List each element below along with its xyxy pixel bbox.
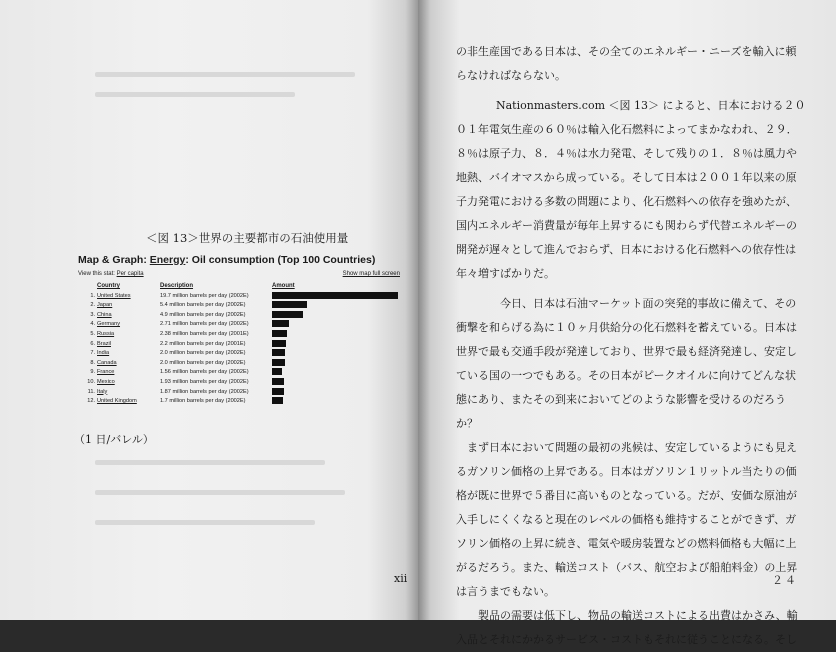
amount-cell — [272, 359, 402, 369]
amount-cell — [272, 320, 402, 330]
amount-cell — [272, 378, 402, 388]
paragraph: の非生産国である日本は、その全てのエネルギー・ニーズを輸入に頼らなければならない。 — [456, 45, 797, 82]
amount-cell — [272, 330, 402, 340]
bleed-through-line — [95, 72, 355, 77]
country-link: Canada — [97, 359, 117, 366]
amount-bar — [272, 349, 285, 356]
table-row — [76, 378, 402, 388]
amount-header: Amount — [272, 283, 295, 289]
description-header: Description — [160, 283, 194, 289]
paragraph: 今日、日本は石油マーケット面の突発的事故に備えて、その衝撃を和らげる為に１０ヶ月供給分の化石燃料を蓄えている。日本は世界で最も交通手段が発達しており、世界で最も経済発達し、安定している国の一つでもある。その日本がピークオイルに向けてどんな状態にあり、またその到来においてどのような影響を受けるのだろうか？ — [456, 297, 797, 430]
amount-bar — [272, 311, 303, 318]
country-link: Japan — [97, 302, 113, 309]
table-row — [76, 311, 402, 321]
rank-cell: 4. — [90, 321, 95, 328]
left-page — [0, 0, 418, 620]
rank-cell: 8. — [90, 359, 95, 366]
amount-bar — [272, 368, 282, 375]
description-cell: 1.7 million barrels per day (2002E) — [160, 398, 246, 405]
description-cell: 5.4 million barrels per day (2002E) — [160, 302, 246, 309]
country-link: China — [97, 311, 112, 318]
amount-bar — [272, 320, 289, 327]
amount-bar — [272, 378, 284, 385]
table-row — [76, 301, 402, 311]
rank-cell: 6. — [90, 340, 95, 347]
amount-bar — [272, 292, 398, 299]
map-title — [78, 254, 375, 266]
description-cell: 2.0 million barrels per day (2002E) — [160, 350, 246, 357]
description-cell: 2.71 million barrels per day (2002E) — [160, 321, 249, 328]
country-link: Brazil — [97, 340, 111, 347]
paragraph: 製品の需要は低下し、物品の輸送コストによる出費はかさみ、輸入品とそれにかかるサービス・コストもそれに従うことになる。そし — [456, 609, 798, 646]
description-cell: 2.0 million barrels per day (2002E) — [160, 359, 246, 366]
description-cell: 2.2 million barrels per day (2001E) — [160, 340, 246, 347]
body-text — [456, 40, 806, 652]
table-row — [76, 320, 402, 330]
paragraph: Nationmasters.com ＜図 13＞ によると、日本における２００１年電気生産の６０％は輸入化石燃料によってまかなわれ、２９．８％は原子力、８．４％は水力発電、そして残りの１．８％は風力や地熱、バイオマスから成っている。そして日本は２００１年以来の原子力発電における多数の問題により、化石燃料への依存を強めたが、国内エネルギー消費量が毎年上昇するにも関わらず代替エネルギーの開発が遅々として進んでおらず、日本における化石燃料への依存性は年々増すばかりだ。 — [456, 99, 806, 280]
view-stat-line — [78, 271, 400, 277]
rank-cell: 12. — [87, 398, 95, 405]
map-title-prefix: Map & Graph: — [78, 254, 150, 266]
description-cell: 4.9 million barrels per day (2002E) — [160, 311, 246, 318]
rank-cell: 3. — [90, 311, 95, 318]
show-map-link: Show map full screen — [342, 271, 400, 277]
amount-cell — [272, 301, 402, 311]
amount-bar — [272, 397, 283, 404]
rank-cell: 11. — [87, 388, 95, 395]
description-cell: 2.38 million barrels per day (2001E) — [160, 330, 249, 337]
rank-cell: 10. — [87, 378, 95, 385]
country-link: United States — [97, 292, 131, 299]
country-link: Mexico — [97, 378, 115, 385]
country-link: Italy — [97, 388, 108, 395]
rank-cell: 2. — [90, 302, 95, 309]
table-row — [76, 368, 402, 378]
country-link: France — [97, 369, 115, 376]
amount-cell — [272, 397, 402, 407]
paragraph: まず日本において問題の最初の兆候は、安定しているようにも見えるガソリン価格の上昇である。日本はガソリン１リットル当たりの価格が既に世界で５番目に高いものとなっている。だが、安価な原油が入手しにくくなると現在のレベルの価格も維持することができず、ガソリン価格の上昇に続き、電気や暖房装置などの燃料価格も大幅に上がるだろう。また、輸送コスト（バス、航空および船舶料金）の上昇は言うまでもない。 — [456, 441, 798, 598]
country-link: Germany — [97, 321, 121, 328]
table-row — [76, 397, 402, 407]
table-row — [76, 349, 402, 359]
rank-cell: 1. — [90, 292, 95, 299]
amount-bar — [272, 359, 285, 366]
energy-link: Energy — [149, 254, 186, 266]
oil-consumption-table — [76, 282, 402, 407]
unit-note: （1 日/バレル） — [74, 433, 154, 446]
amount-cell — [272, 292, 402, 302]
country-header: Country — [97, 283, 120, 289]
page-number-right: ２４ — [772, 574, 798, 587]
table-row — [76, 330, 402, 340]
table-row — [76, 359, 402, 369]
description-cell: 1.87 million barrels per day (2002E) — [160, 388, 249, 395]
amount-cell — [272, 340, 402, 350]
rank-header — [76, 282, 97, 292]
rank-cell: 9. — [90, 369, 95, 376]
bleed-through-line — [95, 490, 345, 495]
amount-cell — [272, 311, 402, 321]
country-link: Russia — [97, 330, 115, 337]
table-body — [76, 292, 402, 407]
country-link: India — [97, 350, 110, 357]
bleed-through-line — [95, 520, 315, 525]
amount-cell — [272, 349, 402, 359]
table-row — [76, 292, 402, 302]
right-page — [418, 0, 836, 646]
view-stat-prefix: View this stat: — [78, 271, 117, 277]
page-number-left: xii — [394, 572, 408, 585]
table-header-row — [76, 282, 402, 292]
bleed-through-line — [95, 92, 295, 97]
amount-cell — [272, 388, 402, 398]
description-cell: 19.7 million barrels per day (2002E) — [160, 292, 249, 299]
description-cell: 1.56 million barrels per day (2002E) — [160, 369, 249, 376]
amount-bar — [272, 330, 287, 337]
rank-cell: 7. — [90, 350, 95, 357]
description-cell: 1.93 million barrels per day (2002E) — [160, 378, 249, 385]
amount-cell — [272, 368, 402, 378]
country-link: United Kingdom — [97, 398, 137, 405]
map-title-suffix: : Oil consumption (Top 100 Countries) — [185, 254, 376, 266]
rank-cell: 5. — [90, 330, 95, 337]
amount-bar — [272, 301, 307, 308]
per-capita-link: Per capita — [116, 271, 144, 277]
table-row — [76, 340, 402, 350]
amount-bar — [272, 340, 286, 347]
bleed-through-line — [95, 460, 325, 465]
table-row — [76, 388, 402, 398]
figure-caption: ＜図 13＞世界の主要都市の石油使用量 — [146, 231, 349, 245]
amount-bar — [272, 388, 284, 395]
